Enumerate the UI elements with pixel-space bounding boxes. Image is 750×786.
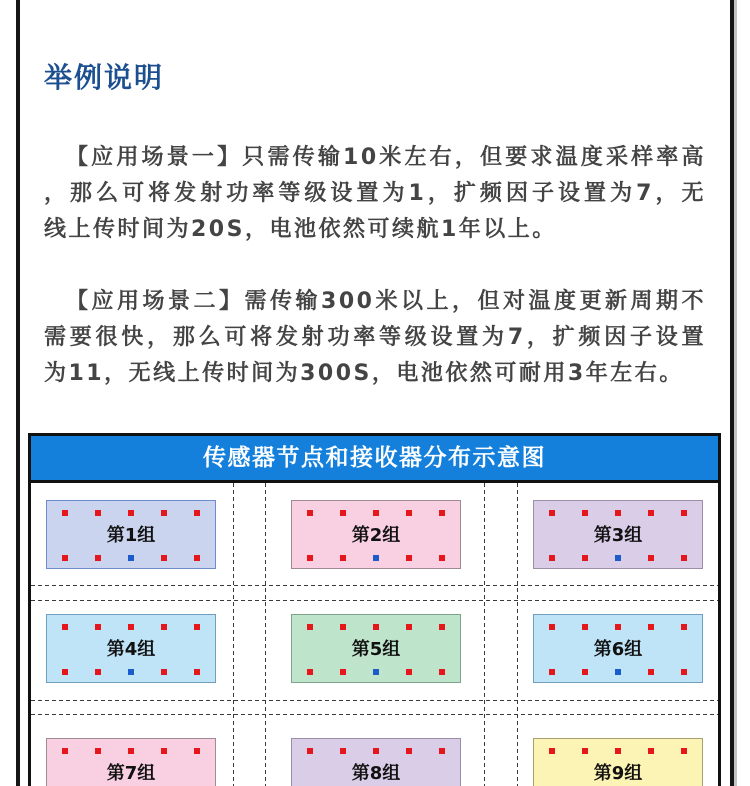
sensor-node-icon [307, 669, 313, 675]
sensor-node-icon [373, 624, 379, 630]
paragraph-line: 【应用场景二】需传输300米以上，但对温度更新周期不 [66, 289, 706, 314]
sensor-node-icon [648, 748, 654, 754]
sensor-node-icon [439, 748, 445, 754]
sensor-node-icon [62, 669, 68, 675]
sensor-node-icon [161, 510, 167, 516]
sensor-node-icon [549, 510, 555, 516]
sensor-node-icon [648, 510, 654, 516]
sensor-node-icon [582, 624, 588, 630]
sensor-node-icon [161, 555, 167, 561]
group-label: 第8组 [351, 763, 401, 784]
sensor-node-icon [439, 669, 445, 675]
sensor-node-icon [549, 748, 555, 754]
diagram-title: 传感器节点和接收器分布示意图 [203, 445, 546, 471]
group-box-1 [46, 500, 216, 569]
sensor-node-icon [128, 510, 134, 516]
receiver-node-icon [373, 555, 379, 561]
sensor-node-icon [95, 624, 101, 630]
sensor-node-icon [582, 510, 588, 516]
group-label: 第5组 [351, 639, 401, 660]
sensor-node-icon [62, 555, 68, 561]
sensor-node-icon [340, 624, 346, 630]
sensor-node-icon [549, 624, 555, 630]
grid-divider-horizontal [31, 700, 718, 701]
group-box-8 [291, 738, 461, 786]
receiver-node-icon [615, 555, 621, 561]
sensor-node-icon [549, 669, 555, 675]
group-label: 第1组 [106, 525, 156, 546]
receiver-node-icon [128, 555, 134, 561]
sensor-node-icon [128, 748, 134, 754]
sensor-node-icon [194, 748, 200, 754]
sensor-node-icon [307, 624, 313, 630]
group-box-4 [46, 614, 216, 683]
sensor-node-icon [62, 624, 68, 630]
sensor-node-icon [681, 748, 687, 754]
sensor-node-icon [681, 555, 687, 561]
group-box-7 [46, 738, 216, 786]
group-box-3 [533, 500, 703, 569]
sensor-node-icon [439, 624, 445, 630]
group-box-5 [291, 614, 461, 683]
paragraph-line: 需要很快，那么可将发射功率等级设置为7，扩频因子设置 [44, 325, 706, 350]
grid-divider-horizontal [31, 600, 718, 601]
group-label: 第6组 [593, 639, 643, 660]
sensor-node-icon [615, 624, 621, 630]
section-heading: 举例说明 [44, 61, 165, 94]
grid-divider-horizontal [31, 714, 718, 715]
group-box-9 [533, 738, 703, 786]
grid-divider-vertical [233, 483, 234, 786]
sensor-node-icon [161, 748, 167, 754]
grid-divider-vertical [484, 483, 485, 786]
sensor-node-icon [582, 555, 588, 561]
group-label: 第2组 [351, 525, 401, 546]
receiver-node-icon [373, 669, 379, 675]
sensor-node-icon [681, 510, 687, 516]
group-label: 第9组 [593, 763, 643, 784]
group-box-6 [533, 614, 703, 683]
grid-divider-vertical [265, 483, 266, 786]
paragraph-scenario-1 [44, 140, 706, 248]
sensor-node-icon [194, 624, 200, 630]
sensor-node-icon [406, 669, 412, 675]
paragraph-line: 线上传时间为20S，电池依然可续航1年以上。 [44, 217, 557, 242]
sensor-node-icon [615, 510, 621, 516]
sensor-node-icon [439, 555, 445, 561]
sensor-node-icon [340, 555, 346, 561]
sensor-node-icon [582, 748, 588, 754]
sensor-node-icon [95, 555, 101, 561]
sensor-node-icon [194, 510, 200, 516]
sensor-node-icon [681, 669, 687, 675]
sensor-node-icon [95, 669, 101, 675]
sensor-node-icon [340, 669, 346, 675]
sensor-node-icon [307, 555, 313, 561]
sensor-node-icon [194, 669, 200, 675]
sensor-node-icon [307, 510, 313, 516]
sensor-node-icon [62, 510, 68, 516]
sensor-node-icon [161, 624, 167, 630]
grid-divider-vertical [517, 483, 518, 786]
paragraph-line: 为11，无线上传时间为300S，电池依然可耐用3年左右。 [44, 361, 684, 386]
paragraph-scenario-2 [44, 284, 706, 392]
sensor-node-icon [340, 748, 346, 754]
diagram-header [31, 436, 718, 483]
sensor-node-icon [340, 510, 346, 516]
group-box-2 [291, 500, 461, 569]
sensor-node-icon [307, 748, 313, 754]
sensor-node-icon [615, 748, 621, 754]
sensor-node-icon [406, 510, 412, 516]
sensor-node-icon [161, 669, 167, 675]
sensor-node-icon [62, 748, 68, 754]
distribution-diagram [28, 433, 721, 786]
sensor-node-icon [128, 624, 134, 630]
sensor-node-icon [95, 748, 101, 754]
paragraph-line: 【应用场景一】只需传输10米左右，但要求温度采样率高 [66, 145, 706, 170]
sensor-node-icon [549, 555, 555, 561]
sensor-node-icon [681, 624, 687, 630]
sensor-node-icon [439, 510, 445, 516]
sensor-node-icon [582, 669, 588, 675]
sensor-node-icon [648, 669, 654, 675]
receiver-node-icon [128, 669, 134, 675]
receiver-node-icon [615, 669, 621, 675]
sensor-node-icon [373, 748, 379, 754]
sensor-node-icon [406, 748, 412, 754]
sensor-node-icon [406, 555, 412, 561]
sensor-node-icon [648, 555, 654, 561]
group-label: 第3组 [593, 525, 643, 546]
sensor-node-icon [95, 510, 101, 516]
sensor-node-icon [373, 510, 379, 516]
group-label: 第7组 [106, 763, 156, 784]
sensor-node-icon [648, 624, 654, 630]
article-body [44, 140, 706, 428]
group-label: 第4组 [106, 639, 156, 660]
paragraph-line: ，那么可将发射功率等级设置为1，扩频因子设置为7，无 [44, 181, 706, 206]
grid-divider-horizontal [31, 585, 718, 586]
sensor-node-icon [406, 624, 412, 630]
sensor-node-icon [194, 555, 200, 561]
